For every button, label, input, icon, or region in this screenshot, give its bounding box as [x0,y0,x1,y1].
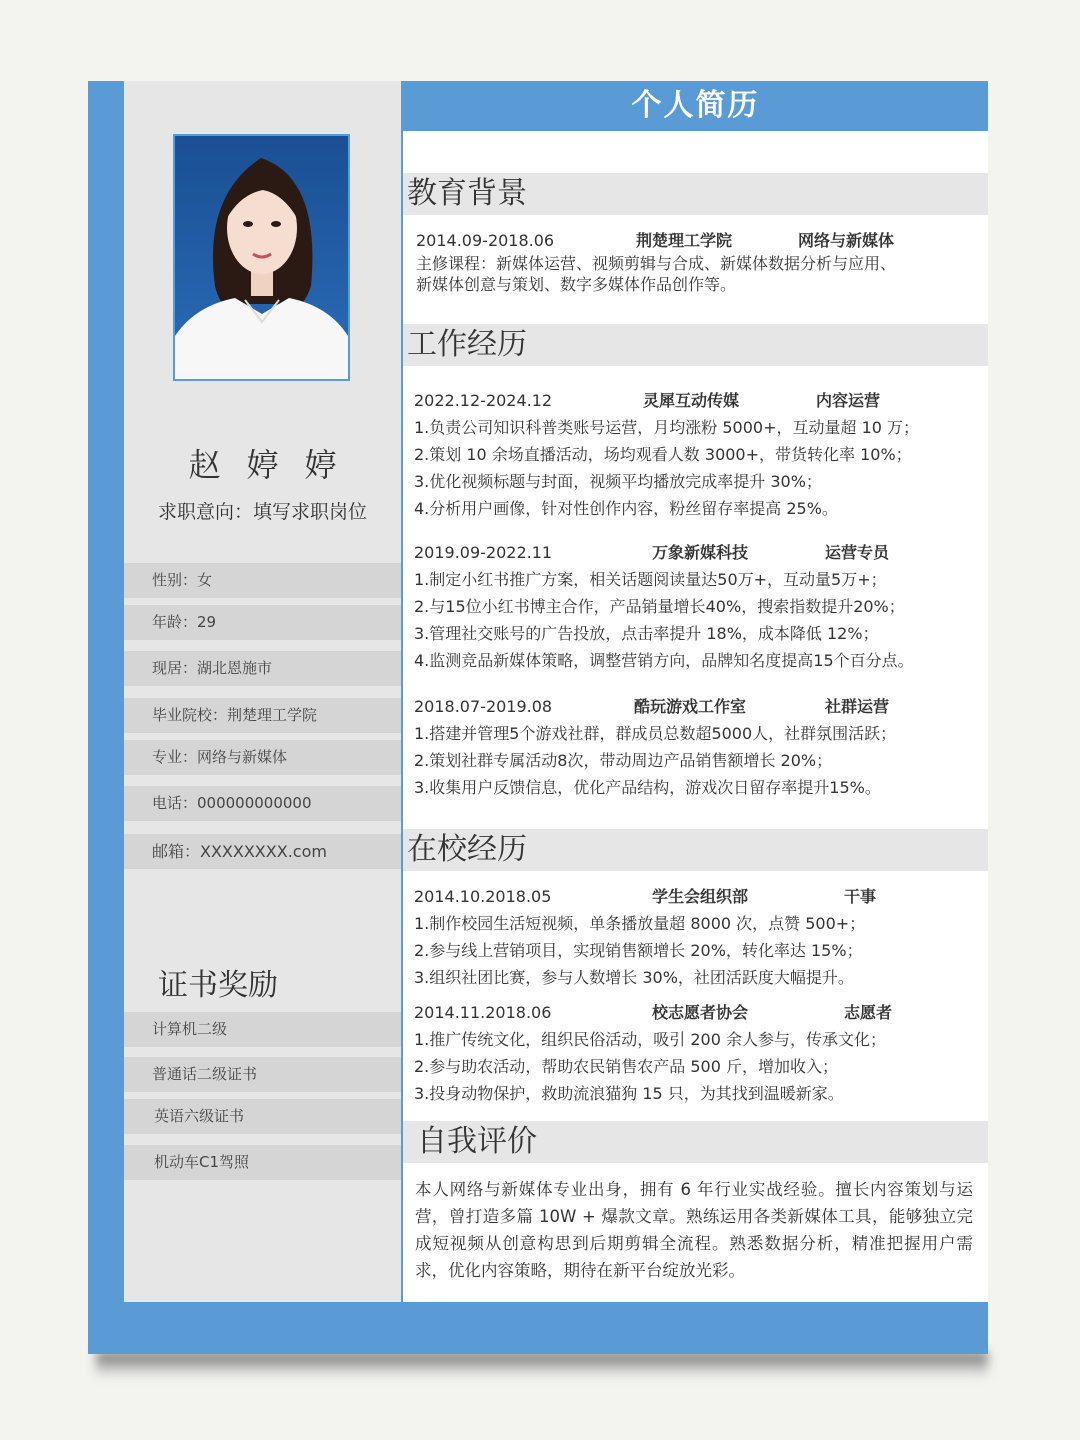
education-entry-head [414,229,984,253]
profile-photo [173,134,350,381]
job-duty: 3.优化视频标题与封面，视频平均播放完成率提升 30%； [414,472,822,491]
campus-heading: 在校经历 [403,829,988,871]
self-eval-text: 本人网络与新媒体专业出身，拥有 6 年行业实战经验。擅长内容策划与运营，曾打造多篇 10W + 爆款文章。熟练运用各类新媒体工具，能够独立完成短视频从创意构思到后期剪辑全流程。熟悉数据分析，精准把握用户需求，优化内容策略，期待在新平台绽放光彩。 [415,1180,973,1280]
education-date: 2014.09-2018.06 [416,231,555,250]
job-entry-head [414,541,984,565]
portrait-image [175,136,348,379]
education-major: 网络与新媒体 [798,231,895,250]
job-company: 灵犀互动传媒 [643,391,740,410]
job-role: 运营专员 [825,543,890,562]
education-school: 荆楚理工学院 [636,231,733,250]
campus-org: 学生会组织部 [652,887,749,906]
certificate-item: 计算机二级 [124,1012,401,1047]
job-role: 社群运营 [825,697,890,716]
job-duty: 4.监测竞品新媒体策略，调整营销方向，品牌知名度提高15个百分点。 [414,651,914,670]
job-entry-head [414,389,984,413]
job-date: 2019.09-2022.11 [414,543,553,562]
job-duty: 1.搭建并管理5个游戏社群，群成员总数超5000人，社群氛围活跃； [414,724,897,743]
campus-role: 志愿者 [844,1003,893,1022]
job-duty: 2.策划 10 余场直播活动，场均观看人数 3000+，带货转化率 10%； [414,445,912,464]
candidate-name: 赵婷婷 [188,446,363,484]
campus-item: 2.参与线上营销项目，实现销售额增长 20%，转化率达 15%； [414,941,863,960]
job-duty: 4.分析用户画像，针对性创作内容，粉丝留存率提高 25%。 [414,499,838,518]
certificate-item: 普通话二级证书 [124,1057,401,1092]
job-duty: 2.策划社群专属活动8次，带动周边产品销售额增长 20%； [414,751,833,770]
campus-item: 3.组织社团比赛，参与人数增长 30%，社团活跃度大幅提升。 [414,968,854,987]
work-heading: 工作经历 [403,324,988,366]
self-eval-heading: 自我评价 [403,1121,988,1163]
job-duty: 1.负责公司知识科普类账号运营，月均涨粉 5000+，互动量超 10 万； [414,418,920,437]
campus-date: 2014.11.2018.06 [414,1003,552,1022]
education-courses-line: 新媒体创意与策划、数字多媒体作品创作等。 [416,275,737,294]
resume-title: 个人简历 [403,81,988,131]
campus-item: 3.投身动物保护，救助流浪猫狗 15 只，为其找到温暖新家。 [414,1084,844,1103]
job-duty: 3.收集用户反馈信息，优化产品结构，游戏次日留存率提升15%。 [414,778,881,797]
education-courses-line: 主修课程：新媒体运营、视频剪辑与合成、新媒体数据分析与应用、 [416,254,897,273]
page-shadow [96,1352,988,1378]
education-heading: 教育背景 [403,173,988,215]
info-gender: 性别：女 [124,563,401,598]
job-intent: 求职意向：填写求职岗位 [157,501,367,523]
job-duty: 3.管理社交账号的广告投放，点击率提升 18%，成本降低 12%； [414,624,879,643]
job-date: 2022.12-2024.12 [414,391,553,410]
campus-role: 干事 [844,887,877,906]
certificate-item: 英语六级证书 [124,1099,401,1134]
info-residence: 现居：湖北恩施市 [124,651,401,686]
info-age: 年龄：29 [124,605,401,640]
certificate-item: 机动车C1驾照 [124,1145,401,1180]
campus-org: 校志愿者协会 [652,1003,749,1022]
info-email: 邮箱：XXXXXXXX.com [124,834,401,869]
job-company: 万象新媒科技 [652,543,749,562]
info-school: 毕业院校：荆楚理工学院 [124,698,401,733]
info-phone: 电话：000000000000 [124,786,401,821]
job-duty: 1.制定小红书推广方案，相关话题阅读量达50万+，互动量5万+； [414,570,887,589]
campus-entry-head [414,1001,984,1025]
campus-date: 2014.10.2018.05 [414,887,552,906]
certificates-heading: 证书奖励 [158,968,278,1003]
info-major: 专业：网络与新媒体 [124,740,401,775]
job-role: 内容运营 [816,391,881,410]
job-entry-head [414,695,984,719]
job-duty: 2.与15位小红书博主合作，产品销量增长40%，搜索指数提升20%； [414,597,905,616]
campus-item: 1.推广传统文化，组织民俗活动，吸引 200 余人参与，传承文化； [414,1030,886,1049]
campus-item: 2.参与助农活动，帮助农民销售农产品 500 斤，增加收入； [414,1057,838,1076]
campus-item: 1.制作校园生活短视频，单条播放量超 8000 次，点赞 500+； [414,914,866,933]
campus-entry-head [414,885,984,909]
job-date: 2018.07-2019.08 [414,697,553,716]
job-company: 酷玩游戏工作室 [634,697,747,716]
